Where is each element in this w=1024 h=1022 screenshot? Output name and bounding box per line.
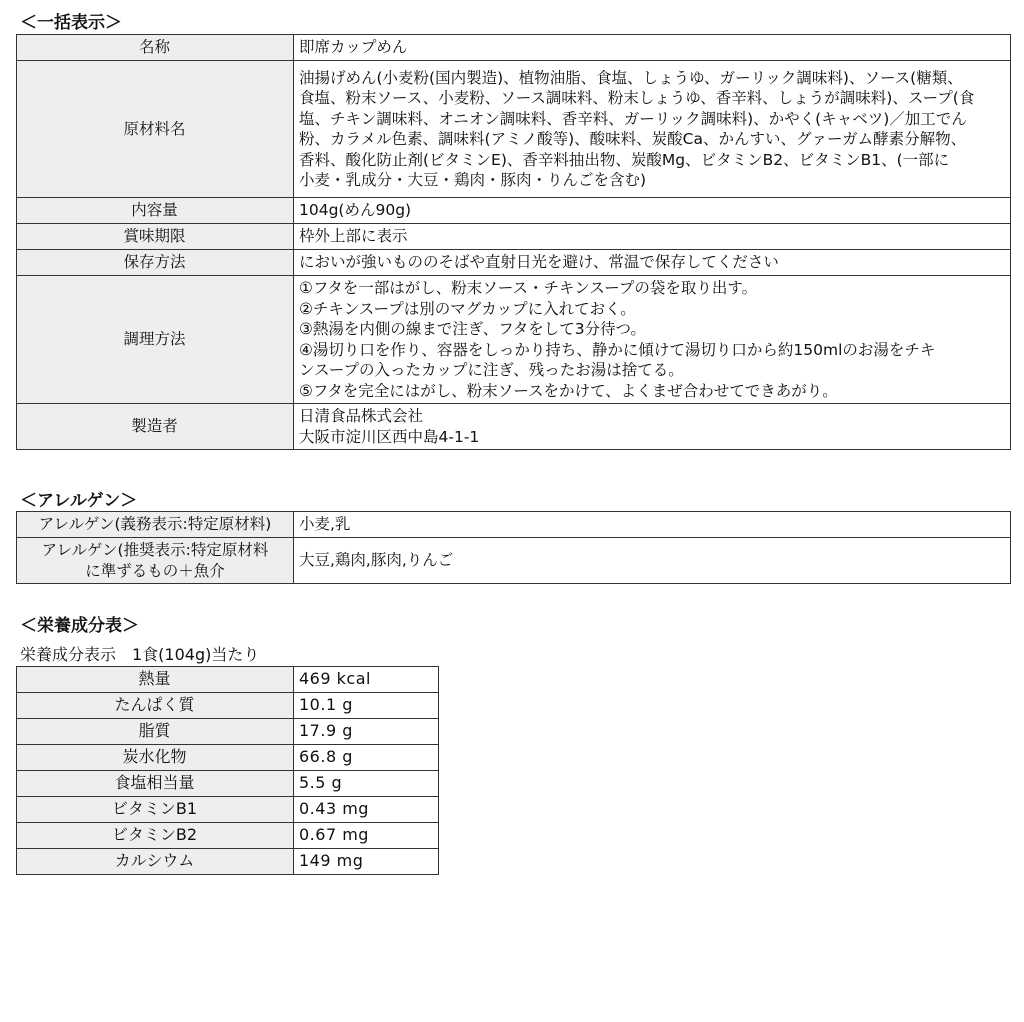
table-row [17, 404, 1011, 450]
cooking-step: ④湯切り口を作り、容器をしっかり持ち、静かに傾けて湯切り口から約150mlのお湯をチキ [299, 340, 936, 359]
nutrition-value: 17.9 g [294, 719, 439, 745]
nutrition-section-title: ＜栄養成分表＞ [20, 616, 139, 636]
best-before-label: 賞味期限 [17, 224, 294, 250]
cooking-label: 調理方法 [17, 276, 294, 404]
table-row [17, 198, 1011, 224]
content-value: 104g(めん90g) [294, 198, 1011, 224]
allergen-mandatory-value: 小麦,乳 [294, 512, 1011, 538]
table-row [17, 35, 1011, 61]
cooking-step: ③熱湯を内側の線まで注ぎ、フタをして3分待つ。 [299, 320, 646, 338]
table-row [17, 797, 439, 823]
allergen-recommended-label-line: アレルゲン(推奨表示:特定原材料 [41, 541, 269, 559]
nutrition-caption: 栄養成分表示 1食(104g)当たり [20, 645, 260, 664]
nutrition-label: たんぱく質 [17, 693, 294, 719]
table-row [17, 512, 1011, 538]
nutrition-label: 熱量 [17, 667, 294, 693]
ingredients-line: 油揚げめん(小麦粉(国内製造)、植物油脂、食塩、しょうゆ、ガーリック調味料)、ソース(糖類、 [299, 68, 963, 87]
nutrition-value: 469 kcal [294, 667, 439, 693]
table-row [17, 823, 439, 849]
best-before-value: 枠外上部に表示 [294, 224, 1011, 250]
allergen-table [16, 511, 1011, 584]
cooking-step: ⑤フタを完全にはがし、粉末ソースをかけて、よくまぜ合わせてできあがり。 [299, 381, 838, 400]
nutrition-label: カルシウム [17, 849, 294, 875]
ingredients-label: 原材料名 [17, 61, 294, 198]
table-row [17, 250, 1011, 276]
nutrition-value: 66.8 g [294, 745, 439, 771]
ingredients-line: 塩、チキン調味料、オニオン調味料、香辛料、ガーリック調味料)、かやく(キャベツ)／加工でん [299, 109, 967, 128]
storage-value: においが強いもののそばや直射日光を避け、常温で保存してください [294, 250, 1011, 276]
nutrition-value: 149 mg [294, 849, 439, 875]
nutrition-label: 炭水化物 [17, 745, 294, 771]
nutrition-label: 脂質 [17, 719, 294, 745]
cooking-value [294, 276, 1011, 404]
storage-label: 保存方法 [17, 250, 294, 276]
nutrition-label: ビタミンB2 [17, 823, 294, 849]
table-row [17, 745, 439, 771]
table-row [17, 538, 1011, 584]
ingredients-line: 食塩、粉末ソース、小麦粉、ソース調味料、粉末しょうゆ、香辛料、しょうが調味料)、スープ(食 [299, 89, 975, 107]
table-row [17, 667, 439, 693]
nutrition-value: 10.1 g [294, 693, 439, 719]
ingredients-line: 粉、カラメル色素、調味料(アミノ酸等)、酸味料、炭酸Ca、かんすい、グァーガム酵素分解物、 [299, 130, 967, 148]
nutrition-label: 食塩相当量 [17, 771, 294, 797]
table-row [17, 61, 1011, 198]
table-row [17, 849, 439, 875]
name-label: 名称 [17, 35, 294, 61]
nutrition-value: 5.5 g [294, 771, 439, 797]
table-row [17, 224, 1011, 250]
allergen-recommended-label [17, 538, 294, 584]
cooking-step: ンスープの入ったカップに注ぎ、残ったお湯は捨てる。 [299, 361, 684, 379]
table-row [17, 771, 439, 797]
allergen-mandatory-label: アレルゲン(義務表示:特定原材料) [17, 512, 294, 538]
table-row [17, 719, 439, 745]
ingredients-line: 香料、酸化防止剤(ビタミンE)、香辛料抽出物、炭酸Mg、ビタミンB2、ビタミンB1、(一部に [299, 150, 950, 169]
nutrition-label: ビタミンB1 [17, 797, 294, 823]
nutrition-value: 0.67 mg [294, 823, 439, 849]
cooking-step: ②チキンスープは別のマグカップに入れておく。 [299, 299, 636, 318]
ingredients-line: 小麦・乳成分・大豆・鶏肉・豚肉・りんごを含む) [299, 171, 647, 189]
allergen-recommended-value: 大豆,鶏肉,豚肉,りんご [294, 538, 1011, 584]
summary-table [16, 34, 1011, 450]
table-row [17, 693, 439, 719]
table-row [17, 276, 1011, 404]
manufacturer-name: 日清食品株式会社 [299, 407, 424, 425]
nutrition-value: 0.43 mg [294, 797, 439, 823]
manufacturer-address: 大阪市淀川区西中島4-1-1 [299, 427, 480, 446]
name-value: 即席カップめん [294, 35, 1011, 61]
ingredients-value [294, 61, 1011, 198]
manufacturer-value [294, 404, 1011, 450]
allergen-section-title: ＜アレルゲン＞ [20, 491, 138, 511]
cooking-step: ①フタを一部はがし、粉末ソース・チキンスープの袋を取り出す。 [299, 279, 758, 297]
content-label: 内容量 [17, 198, 294, 224]
manufacturer-label: 製造者 [17, 404, 294, 450]
summary-section-title: ＜一括表示＞ [20, 13, 122, 33]
allergen-recommended-label-line: に準ずるもの＋魚介 [85, 561, 225, 580]
nutrition-table [16, 666, 439, 875]
